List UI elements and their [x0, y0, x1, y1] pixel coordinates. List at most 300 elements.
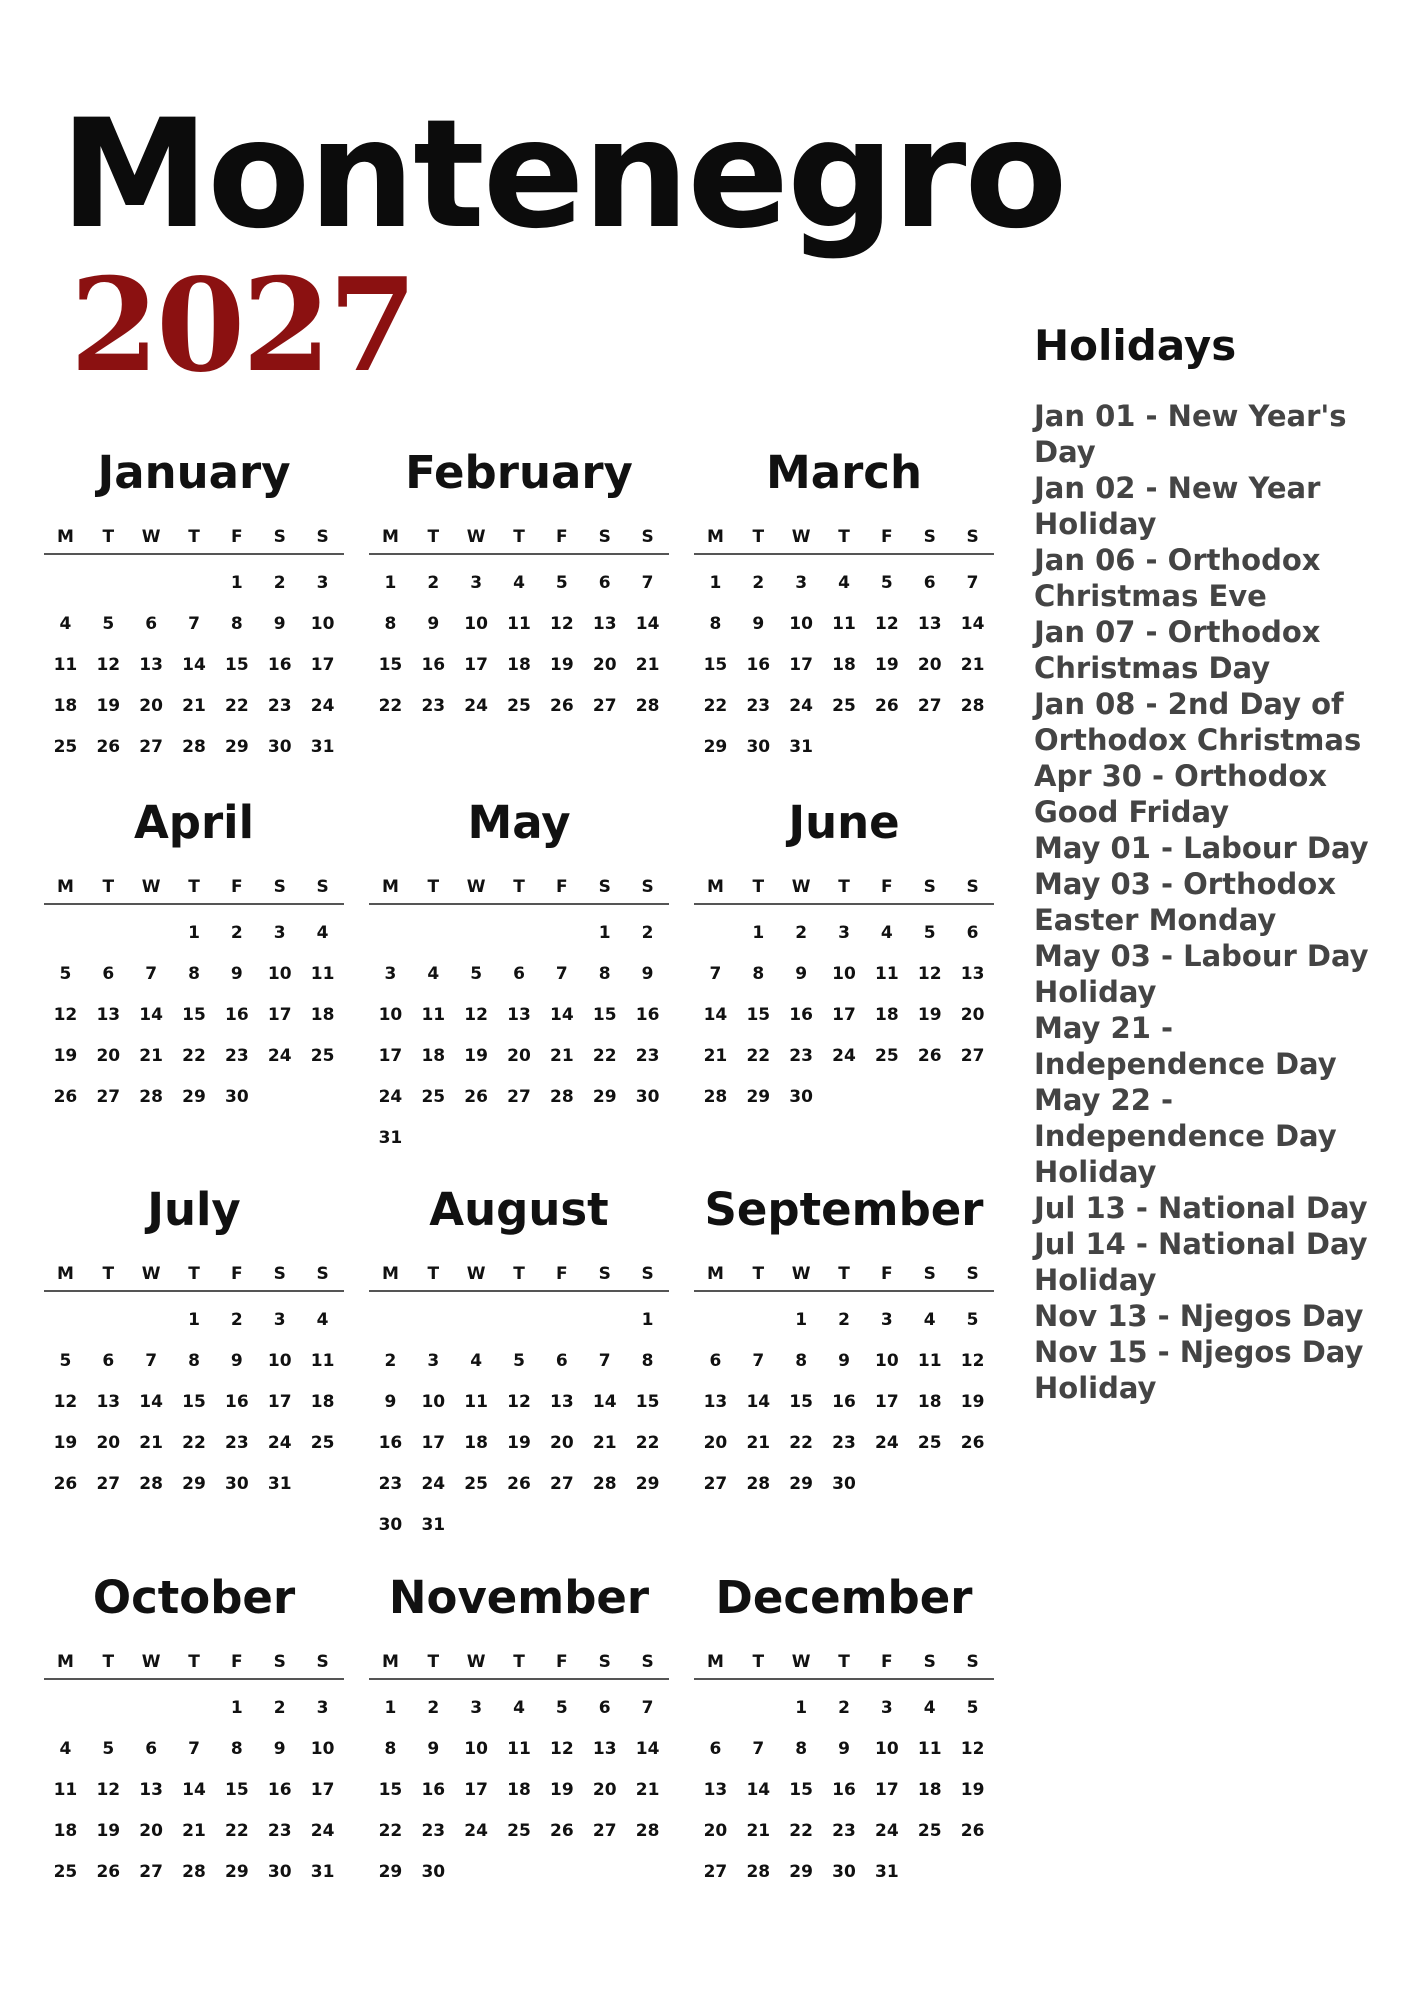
day-cell: 28 — [550, 1087, 574, 1107]
day-cell: 14 — [182, 1780, 206, 1800]
day-cell: 21 — [550, 1046, 574, 1066]
day-cell: 17 — [378, 1046, 403, 1066]
day-cell: 12 — [550, 1739, 574, 1759]
day-cell: 8 — [230, 614, 243, 634]
day-cell: 22 — [182, 1433, 206, 1453]
day-cell: 27 — [703, 1862, 728, 1882]
month-name: February — [405, 446, 633, 499]
day-cell: 22 — [789, 1821, 813, 1841]
day-cell: 9 — [427, 1739, 440, 1759]
day-cell: 11 — [421, 1005, 446, 1025]
day-cell: 18 — [507, 655, 531, 675]
day-cell: 19 — [53, 1433, 78, 1453]
day-cell: 28 — [182, 1862, 206, 1882]
day-cell: 27 — [960, 1046, 985, 1066]
day-cell: 11 — [832, 614, 856, 634]
day-cell: 2 — [384, 1351, 397, 1371]
day-cell: 20 — [96, 1433, 121, 1453]
weekday-label: M — [706, 1264, 724, 1284]
day-cell: 17 — [832, 1005, 856, 1025]
day-cell: 11 — [917, 1739, 942, 1759]
weekday-label: M — [56, 877, 74, 897]
holiday-item: Jan 06 - Orthodox Christmas Eve — [1034, 543, 1321, 613]
weekday-label: M — [381, 877, 399, 897]
day-cell: 29 — [182, 1087, 206, 1107]
day-cell-empty — [130, 1300, 173, 1341]
day-cell: 26 — [464, 1087, 488, 1107]
weekday-header — [694, 521, 994, 555]
day-cell: 14 — [550, 1005, 574, 1025]
day-cell-empty — [130, 1688, 173, 1729]
day-cell: 27 — [139, 737, 163, 757]
weekday-header — [694, 1258, 994, 1292]
day-cell: 6 — [145, 1739, 158, 1759]
day-cell: 27 — [917, 696, 942, 716]
day-cell: 30 — [225, 1087, 249, 1107]
day-cell: 27 — [550, 1474, 574, 1494]
day-cell: 14 — [635, 614, 660, 634]
day-cell: 18 — [917, 1392, 942, 1412]
day-cell: 23 — [421, 1821, 446, 1841]
weekday-label: S — [641, 877, 654, 897]
day-cell: 12 — [464, 1005, 488, 1025]
day-cell: 7 — [188, 614, 200, 634]
day-cell: 21 — [182, 1821, 206, 1841]
day-cell: 21 — [960, 655, 985, 675]
day-cell: 19 — [960, 1780, 985, 1800]
day-cell: 12 — [507, 1392, 531, 1412]
day-cell: 3 — [838, 923, 850, 943]
weekday-label: S — [966, 877, 979, 897]
day-cell: 5 — [59, 964, 72, 984]
weekday-label: S — [923, 877, 936, 897]
day-cell: 21 — [635, 1780, 660, 1800]
day-cell-empty — [87, 1688, 130, 1729]
weekday-label: M — [56, 1652, 74, 1672]
day-cell: 7 — [641, 1698, 654, 1718]
weekday-label: S — [316, 1264, 329, 1284]
day-cell: 9 — [838, 1739, 850, 1759]
day-cell-empty — [737, 1300, 780, 1341]
day-cell: 17 — [875, 1780, 899, 1800]
day-cell: 5 — [513, 1351, 525, 1371]
day-cell: 16 — [832, 1780, 856, 1800]
weekday-label: F — [556, 877, 568, 897]
day-cell: 1 — [795, 1698, 808, 1718]
day-cell: 30 — [635, 1087, 660, 1107]
weekday-label: T — [188, 1652, 200, 1672]
day-cell: 16 — [789, 1005, 813, 1025]
day-cell: 12 — [875, 614, 899, 634]
day-cell: 13 — [507, 1005, 531, 1025]
weekday-label: T — [513, 877, 525, 897]
weekday-header — [44, 1646, 344, 1680]
day-cell: 14 — [182, 655, 206, 675]
calendar-country-title: Montenegro — [60, 88, 1066, 262]
day-cell: 17 — [310, 1780, 335, 1800]
weekday-label: W — [141, 1652, 161, 1672]
day-cell: 29 — [182, 1474, 206, 1494]
weekday-label: T — [752, 1264, 765, 1284]
weekday-label: S — [273, 1652, 286, 1672]
day-cell: 4 — [923, 1698, 936, 1718]
day-cell: 30 — [378, 1515, 403, 1535]
day-cell: 25 — [464, 1474, 488, 1494]
day-cell: 20 — [960, 1005, 985, 1025]
weekday-label: S — [966, 1264, 979, 1284]
weekday-label: S — [641, 1264, 654, 1284]
day-cell: 16 — [378, 1433, 403, 1453]
day-cell: 7 — [752, 1739, 765, 1759]
day-cell: 19 — [464, 1046, 488, 1066]
day-cell: 25 — [832, 696, 856, 716]
day-cell: 13 — [96, 1392, 121, 1412]
day-cell: 9 — [384, 1392, 397, 1412]
holiday-item: May 03 - Orthodox Easter Monday — [1034, 867, 1336, 937]
day-cell: 21 — [746, 1821, 771, 1841]
weekday-label: F — [231, 1652, 243, 1672]
month-name: January — [97, 446, 291, 499]
day-cell: 6 — [102, 964, 115, 984]
day-cell: 10 — [789, 614, 813, 634]
day-cell: 3 — [273, 1310, 286, 1330]
day-cell-empty — [412, 913, 455, 954]
day-cell: 18 — [507, 1780, 531, 1800]
day-cell: 15 — [378, 655, 403, 675]
weekday-label: S — [598, 1652, 611, 1672]
weekday-label: S — [598, 527, 611, 547]
day-cell: 17 — [421, 1433, 446, 1453]
day-cell: 10 — [310, 614, 335, 634]
weekday-label: T — [188, 527, 200, 547]
day-cell: 1 — [384, 573, 397, 593]
day-cell: 21 — [182, 696, 206, 716]
day-cell: 24 — [267, 1046, 292, 1066]
day-grid — [694, 1300, 994, 1505]
day-cell: 21 — [592, 1433, 617, 1453]
day-cell-empty — [694, 1300, 737, 1341]
day-cell-empty — [130, 563, 173, 604]
day-cell: 20 — [703, 1821, 728, 1841]
day-cell: 8 — [752, 964, 765, 984]
day-cell: 7 — [709, 964, 722, 984]
day-cell: 17 — [267, 1005, 292, 1025]
weekday-label: M — [706, 1652, 724, 1672]
day-cell: 29 — [746, 1087, 771, 1107]
holiday-item: Jan 07 - Orthodox Christmas Day — [1034, 615, 1321, 685]
day-cell: 28 — [635, 696, 660, 716]
day-cell: 10 — [378, 1005, 403, 1025]
day-cell-empty — [87, 563, 130, 604]
day-cell: 27 — [703, 1474, 728, 1494]
day-cell: 29 — [635, 1474, 660, 1494]
day-grid — [369, 913, 669, 1159]
weekday-label: T — [838, 527, 850, 547]
day-cell: 26 — [960, 1433, 985, 1453]
day-cell: 31 — [789, 737, 813, 757]
day-cell: 25 — [53, 1862, 78, 1882]
day-cell: 20 — [703, 1433, 728, 1453]
day-cell: 2 — [641, 923, 654, 943]
day-cell-empty — [130, 913, 173, 954]
day-grid — [44, 913, 344, 1118]
day-cell: 9 — [273, 1739, 286, 1759]
holiday-item: Apr 30 - Orthodox Good Friday — [1034, 759, 1327, 829]
weekday-label: T — [838, 1264, 850, 1284]
day-cell: 4 — [470, 1351, 483, 1371]
weekday-label: W — [791, 1264, 811, 1284]
day-cell: 3 — [880, 1310, 893, 1330]
day-cell: 3 — [795, 573, 808, 593]
weekday-label: T — [838, 877, 850, 897]
day-cell: 9 — [427, 614, 440, 634]
day-cell: 26 — [917, 1046, 942, 1066]
day-cell: 18 — [464, 1433, 488, 1453]
day-grid — [44, 1300, 344, 1505]
day-cell: 30 — [225, 1474, 249, 1494]
day-cell: 7 — [188, 1739, 200, 1759]
day-cell: 9 — [795, 964, 808, 984]
weekday-label: M — [706, 877, 724, 897]
day-cell: 24 — [875, 1821, 899, 1841]
day-cell: 3 — [470, 1698, 483, 1718]
day-cell: 3 — [470, 573, 483, 593]
day-grid — [369, 1688, 669, 1893]
day-cell: 21 — [139, 1046, 163, 1066]
day-cell: 3 — [316, 1698, 329, 1718]
day-cell: 15 — [182, 1392, 206, 1412]
weekday-label: M — [381, 527, 399, 547]
day-cell: 20 — [592, 655, 617, 675]
day-cell-empty — [44, 1300, 87, 1341]
day-cell: 1 — [795, 1310, 808, 1330]
day-cell: 31 — [310, 737, 335, 757]
day-cell: 23 — [746, 696, 771, 716]
day-cell: 22 — [703, 696, 728, 716]
weekday-label: T — [752, 1652, 765, 1672]
day-cell: 12 — [960, 1351, 985, 1371]
holiday-item: May 22 - Independence Day Holiday — [1034, 1083, 1337, 1189]
day-cell: 6 — [709, 1351, 722, 1371]
day-cell: 4 — [880, 923, 893, 943]
day-cell: 29 — [225, 737, 249, 757]
weekday-header — [44, 1258, 344, 1292]
day-cell: 31 — [875, 1862, 899, 1882]
day-grid — [694, 563, 994, 768]
weekday-label: T — [102, 1652, 115, 1672]
day-cell: 19 — [96, 696, 121, 716]
day-cell: 27 — [592, 1821, 617, 1841]
day-cell-empty — [44, 563, 87, 604]
day-cell: 22 — [789, 1433, 813, 1453]
day-cell: 9 — [838, 1351, 850, 1371]
day-cell: 24 — [464, 696, 488, 716]
day-cell: 16 — [746, 655, 771, 675]
weekday-label: W — [141, 1264, 161, 1284]
day-cell: 27 — [96, 1087, 121, 1107]
day-cell: 29 — [592, 1087, 617, 1107]
weekday-label: F — [556, 1264, 568, 1284]
weekday-label: T — [188, 877, 200, 897]
weekday-label: T — [188, 1264, 200, 1284]
holiday-item: May 21 - Independence Day — [1034, 1011, 1337, 1081]
day-cell: 28 — [746, 1862, 771, 1882]
weekday-label: T — [427, 877, 440, 897]
weekday-label: M — [381, 1652, 399, 1672]
month-name: May — [467, 796, 571, 849]
day-cell: 21 — [703, 1046, 728, 1066]
weekday-label: F — [881, 1264, 893, 1284]
day-cell: 4 — [513, 573, 525, 593]
day-cell: 4 — [59, 1739, 72, 1759]
weekday-label: T — [752, 527, 765, 547]
weekday-header — [694, 1646, 994, 1680]
weekday-header — [369, 1258, 669, 1292]
holiday-item: May 03 - Labour Day Holiday — [1034, 939, 1369, 1009]
day-cell: 22 — [378, 696, 403, 716]
day-cell: 28 — [139, 1474, 163, 1494]
weekday-label: T — [513, 1652, 525, 1672]
weekday-label: M — [56, 527, 74, 547]
day-cell: 5 — [966, 1310, 979, 1330]
day-cell: 25 — [875, 1046, 899, 1066]
day-cell: 1 — [230, 573, 243, 593]
day-cell: 4 — [838, 573, 850, 593]
day-cell: 9 — [230, 964, 243, 984]
day-cell: 14 — [703, 1005, 728, 1025]
day-cell: 19 — [550, 1780, 574, 1800]
day-cell: 11 — [917, 1351, 942, 1371]
month-name: September — [704, 1183, 984, 1236]
day-cell: 11 — [310, 964, 335, 984]
weekday-header — [369, 521, 669, 555]
day-cell: 9 — [752, 614, 765, 634]
day-cell: 31 — [310, 1862, 335, 1882]
day-cell: 26 — [53, 1474, 78, 1494]
day-cell: 17 — [464, 655, 488, 675]
weekday-label: F — [881, 877, 893, 897]
day-cell: 18 — [310, 1392, 335, 1412]
weekday-label: F — [231, 877, 243, 897]
weekday-label: W — [791, 877, 811, 897]
day-cell: 12 — [53, 1005, 78, 1025]
day-cell-empty — [498, 1300, 541, 1341]
day-cell: 4 — [316, 923, 329, 943]
day-cell: 2 — [838, 1310, 850, 1330]
day-cell: 7 — [966, 573, 979, 593]
day-cell: 11 — [507, 1739, 531, 1759]
day-cell: 16 — [225, 1005, 249, 1025]
day-cell: 24 — [378, 1087, 403, 1107]
day-cell: 18 — [875, 1005, 899, 1025]
weekday-header — [369, 1646, 669, 1680]
holiday-item: Jan 08 - 2nd Day of Orthodox Christmas — [1034, 687, 1362, 757]
weekday-label: S — [923, 1264, 936, 1284]
day-cell: 26 — [960, 1821, 985, 1841]
day-cell: 5 — [923, 923, 936, 943]
day-cell: 14 — [139, 1005, 163, 1025]
day-cell: 2 — [273, 573, 286, 593]
day-cell: 19 — [53, 1046, 78, 1066]
day-cell: 4 — [59, 614, 72, 634]
day-cell: 2 — [273, 1698, 286, 1718]
day-cell: 8 — [188, 1351, 200, 1371]
day-cell: 28 — [960, 696, 985, 716]
day-cell: 28 — [703, 1087, 728, 1107]
day-cell: 11 — [53, 1780, 78, 1800]
day-cell: 1 — [641, 1310, 654, 1330]
day-cell: 7 — [752, 1351, 765, 1371]
day-cell: 3 — [316, 573, 329, 593]
day-cell: 26 — [875, 696, 899, 716]
holiday-item: Nov 15 - Njegos Day Holiday — [1034, 1335, 1364, 1405]
weekday-label: W — [141, 877, 161, 897]
day-cell: 15 — [789, 1780, 813, 1800]
day-cell: 8 — [188, 964, 200, 984]
day-cell: 23 — [832, 1433, 856, 1453]
weekday-header — [694, 871, 994, 905]
day-cell: 10 — [832, 964, 856, 984]
weekday-label: F — [556, 1652, 568, 1672]
weekday-label: W — [466, 527, 486, 547]
day-cell: 24 — [789, 696, 813, 716]
day-cell: 25 — [507, 1821, 531, 1841]
month-name: August — [429, 1183, 609, 1236]
day-cell: 8 — [384, 1739, 397, 1759]
day-cell: 14 — [960, 614, 985, 634]
day-cell: 1 — [752, 923, 765, 943]
weekday-label: S — [273, 527, 286, 547]
day-cell: 19 — [550, 655, 574, 675]
day-cell: 28 — [592, 1474, 617, 1494]
day-cell: 10 — [875, 1739, 899, 1759]
day-cell: 7 — [641, 573, 654, 593]
day-cell: 26 — [96, 737, 121, 757]
day-cell: 24 — [875, 1433, 899, 1453]
day-cell: 12 — [53, 1392, 78, 1412]
day-cell: 22 — [225, 696, 249, 716]
weekday-label: S — [966, 1652, 979, 1672]
weekday-header — [369, 871, 669, 905]
day-cell: 18 — [832, 655, 856, 675]
day-cell: 2 — [427, 573, 440, 593]
weekday-label: F — [556, 527, 568, 547]
day-cell: 6 — [555, 1351, 568, 1371]
day-cell: 13 — [592, 1739, 617, 1759]
day-cell: 5 — [59, 1351, 72, 1371]
day-cell: 2 — [427, 1698, 440, 1718]
holiday-item: Nov 13 - Njegos Day — [1034, 1299, 1364, 1333]
day-cell: 9 — [273, 614, 286, 634]
day-cell: 21 — [635, 655, 660, 675]
day-cell: 13 — [139, 1780, 163, 1800]
month-name: November — [388, 1571, 650, 1624]
day-cell: 6 — [102, 1351, 115, 1371]
day-cell: 19 — [875, 655, 899, 675]
day-cell: 25 — [917, 1821, 942, 1841]
day-cell-empty — [540, 1300, 583, 1341]
day-cell: 29 — [789, 1474, 813, 1494]
holidays-list — [1034, 398, 1384, 1406]
day-cell: 27 — [139, 1862, 163, 1882]
weekday-label: S — [598, 1264, 611, 1284]
day-cell: 13 — [96, 1005, 121, 1025]
day-cell: 4 — [513, 1698, 525, 1718]
day-cell-empty — [87, 913, 130, 954]
day-cell: 16 — [635, 1005, 660, 1025]
day-cell: 1 — [188, 923, 200, 943]
day-cell: 24 — [832, 1046, 856, 1066]
